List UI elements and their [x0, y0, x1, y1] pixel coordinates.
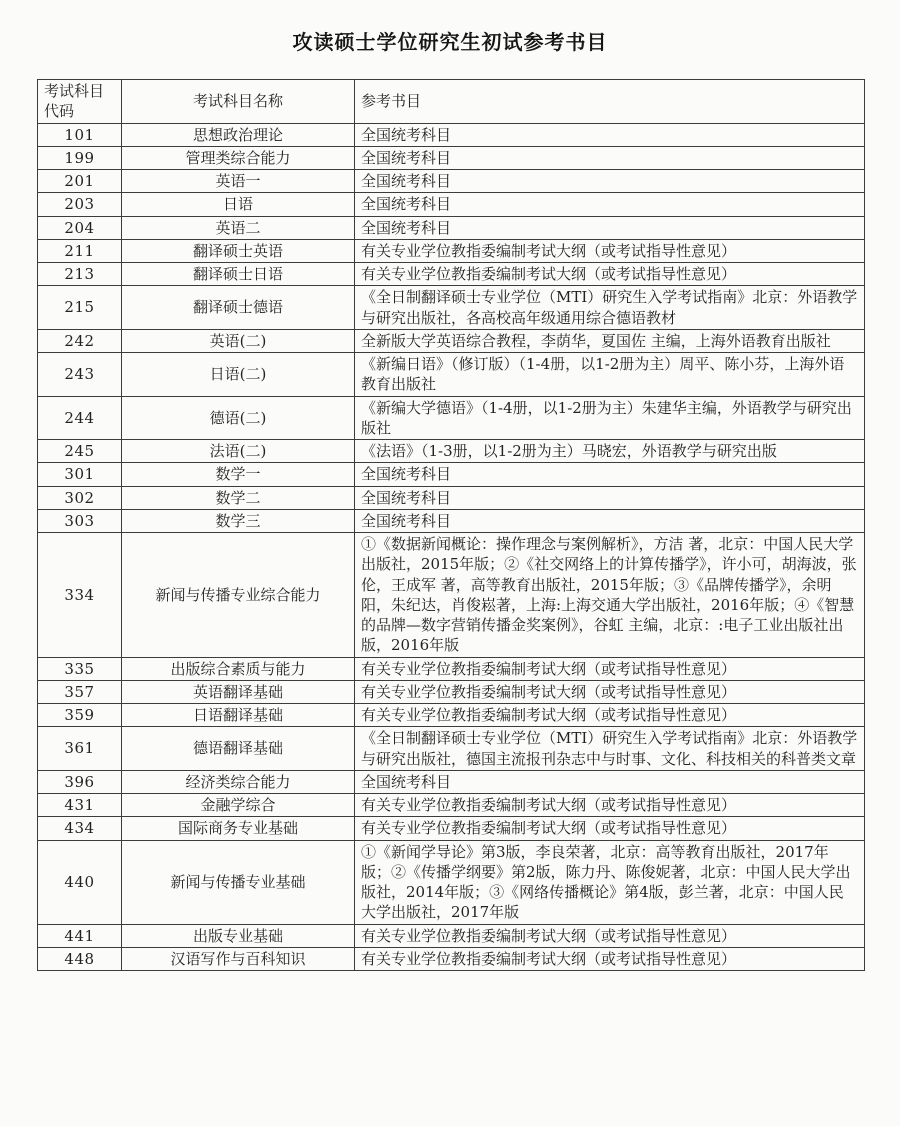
cell-code: 213: [38, 263, 122, 286]
cell-code: 440: [38, 840, 122, 924]
cell-code: 243: [38, 353, 122, 397]
cell-ref: ①《新闻学导论》第3版，李良荣著，北京：高等教育出版社，2017年版；②《传播学纲要》第2版，陈力丹、陈俊妮著，北京：中国人民大学出版社，2014年版；③《网络传播概论》第4版，彭兰著，北京：中国人民大学出版社，2017年版: [355, 840, 865, 924]
cell-ref: 有关专业学位教指委编制考试大纲（或考试指导性意见）: [355, 657, 865, 680]
cell-code: 301: [38, 463, 122, 486]
cell-ref: 全国统考科目: [355, 123, 865, 146]
cell-code: 215: [38, 286, 122, 330]
table-row: [38, 533, 865, 658]
cell-code: 441: [38, 924, 122, 947]
table-row: [38, 794, 865, 817]
cell-code: 396: [38, 770, 122, 793]
cell-ref: 有关专业学位教指委编制考试大纲（或考试指导性意见）: [355, 817, 865, 840]
table-row: [38, 146, 865, 169]
header-reference-books: 参考书目: [355, 80, 865, 124]
cell-ref: 全国统考科目: [355, 146, 865, 169]
table-row: [38, 396, 865, 440]
header-subject-name: 考试科目名称: [122, 80, 355, 124]
cell-code: 201: [38, 170, 122, 193]
table-row: [38, 924, 865, 947]
cell-ref: 有关专业学位教指委编制考试大纲（或考试指导性意见）: [355, 263, 865, 286]
page-title: 攻读硕士学位研究生初试参考书目: [292, 30, 608, 54]
cell-code: 431: [38, 794, 122, 817]
cell-name: 数学一: [122, 463, 355, 486]
cell-code: 244: [38, 396, 122, 440]
cell-code: 359: [38, 704, 122, 727]
table-row: [38, 286, 865, 330]
table-row: [38, 817, 865, 840]
cell-name: 德语翻译基础: [122, 727, 355, 771]
cell-name: 日语翻译基础: [122, 704, 355, 727]
cell-code: 335: [38, 657, 122, 680]
table-row: [38, 947, 865, 970]
cell-name: 新闻与传播专业基础: [122, 840, 355, 924]
cell-code: 303: [38, 509, 122, 532]
cell-ref: 《全日制翻译硕士专业学位（MTI）研究生入学考试指南》北京：外语教学与研究出版社，各高校高年级通用综合德语教材: [355, 286, 865, 330]
cell-name: 英语二: [122, 216, 355, 239]
cell-ref: 全新版大学英语综合教程，李荫华，夏国佐 主编，上海外语教育出版社: [355, 329, 865, 352]
cell-name: 出版综合素质与能力: [122, 657, 355, 680]
table-row: [38, 239, 865, 262]
cell-ref: 《新编日语》（修订版）（1-4册，以1-2册为主）周平、陈小芬，上海外语教育出版社: [355, 353, 865, 397]
cell-name: 国际商务专业基础: [122, 817, 355, 840]
cell-name: 法语(二): [122, 440, 355, 463]
cell-code: 204: [38, 216, 122, 239]
cell-ref: 有关专业学位教指委编制考试大纲（或考试指导性意见）: [355, 680, 865, 703]
cell-name: 经济类综合能力: [122, 770, 355, 793]
cell-ref: 全国统考科目: [355, 486, 865, 509]
cell-name: 翻译硕士德语: [122, 286, 355, 330]
table-row: [38, 680, 865, 703]
cell-name: 日语(二): [122, 353, 355, 397]
cell-name: 思想政治理论: [122, 123, 355, 146]
cell-ref: 有关专业学位教指委编制考试大纲（或考试指导性意见）: [355, 704, 865, 727]
cell-ref: 全国统考科目: [355, 509, 865, 532]
cell-name: 金融学综合: [122, 794, 355, 817]
cell-code: 302: [38, 486, 122, 509]
cell-ref: 全国统考科目: [355, 770, 865, 793]
cell-ref: 全国统考科目: [355, 463, 865, 486]
cell-name: 翻译硕士英语: [122, 239, 355, 262]
cell-ref: 有关专业学位教指委编制考试大纲（或考试指导性意见）: [355, 239, 865, 262]
table-row: [38, 216, 865, 239]
table-row: [38, 263, 865, 286]
header-subject-code: 考试科目代码: [38, 80, 122, 124]
table-row: [38, 727, 865, 771]
table-row: [38, 509, 865, 532]
table-row: [38, 440, 865, 463]
cell-code: 203: [38, 193, 122, 216]
cell-code: 334: [38, 533, 122, 658]
cell-name: 日语: [122, 193, 355, 216]
cell-ref: 《新编大学德语》（1-4册，以1-2册为主）朱建华主编，外语教学与研究出版社: [355, 396, 865, 440]
cell-ref: 有关专业学位教指委编制考试大纲（或考试指导性意见）: [355, 794, 865, 817]
table-row: [38, 770, 865, 793]
cell-name: 英语(二): [122, 329, 355, 352]
cell-ref: 全国统考科目: [355, 193, 865, 216]
cell-code: 199: [38, 146, 122, 169]
cell-name: 数学三: [122, 509, 355, 532]
table-row: [38, 193, 865, 216]
table-head: [38, 80, 865, 124]
cell-ref: 全国统考科目: [355, 216, 865, 239]
cell-ref: 《法语》（1-3册，以1-2册为主）马晓宏，外语教学与研究出版: [355, 440, 865, 463]
cell-name: 德语(二): [122, 396, 355, 440]
cell-code: 101: [38, 123, 122, 146]
table-body: [38, 123, 865, 971]
table-row: [38, 840, 865, 924]
table-row: [38, 170, 865, 193]
table-row: [38, 486, 865, 509]
cell-code: 357: [38, 680, 122, 703]
cell-ref: 有关专业学位教指委编制考试大纲（或考试指导性意见）: [355, 924, 865, 947]
table-row: [38, 123, 865, 146]
table-header-row: [38, 80, 865, 124]
cell-code: 242: [38, 329, 122, 352]
cell-name: 英语一: [122, 170, 355, 193]
table-row: [38, 704, 865, 727]
table-row: [38, 657, 865, 680]
table-row: [38, 463, 865, 486]
cell-name: 汉语写作与百科知识: [122, 947, 355, 970]
cell-name: 英语翻译基础: [122, 680, 355, 703]
reference-table: [37, 79, 865, 971]
cell-ref: 有关专业学位教指委编制考试大纲（或考试指导性意见）: [355, 947, 865, 970]
cell-name: 新闻与传播专业综合能力: [122, 533, 355, 658]
cell-code: 245: [38, 440, 122, 463]
cell-name: 出版专业基础: [122, 924, 355, 947]
cell-ref: 《全日制翻译硕士专业学位（MTI）研究生入学考试指南》北京：外语教学与研究出版社，德国主流报刊杂志中与时事、文化、科技相关的科普类文章: [355, 727, 865, 771]
cell-ref: 全国统考科目: [355, 170, 865, 193]
cell-code: 211: [38, 239, 122, 262]
table-row: [38, 353, 865, 397]
cell-name: 管理类综合能力: [122, 146, 355, 169]
cell-code: 448: [38, 947, 122, 970]
table-row: [38, 329, 865, 352]
cell-name: 翻译硕士日语: [122, 263, 355, 286]
cell-code: 361: [38, 727, 122, 771]
cell-ref: ①《数据新闻概论：操作理念与案例解析》，方洁 著，北京：中国人民大学出版社，2015年版；②《社交网络上的计算传播学》，许小可，胡海波，张伦，王成军 著，高等教育出版社，2015年版；③《品牌传播学》，余明阳，朱纪达，肖俊崧著，上海:上海交通大学出版社，2016年版；④《智慧的品牌—数字营销传播金奖案例》，谷虹 主编，北京：:电子工业出版社出版，2016年版: [355, 533, 865, 658]
cell-name: 数学二: [122, 486, 355, 509]
cell-code: 434: [38, 817, 122, 840]
